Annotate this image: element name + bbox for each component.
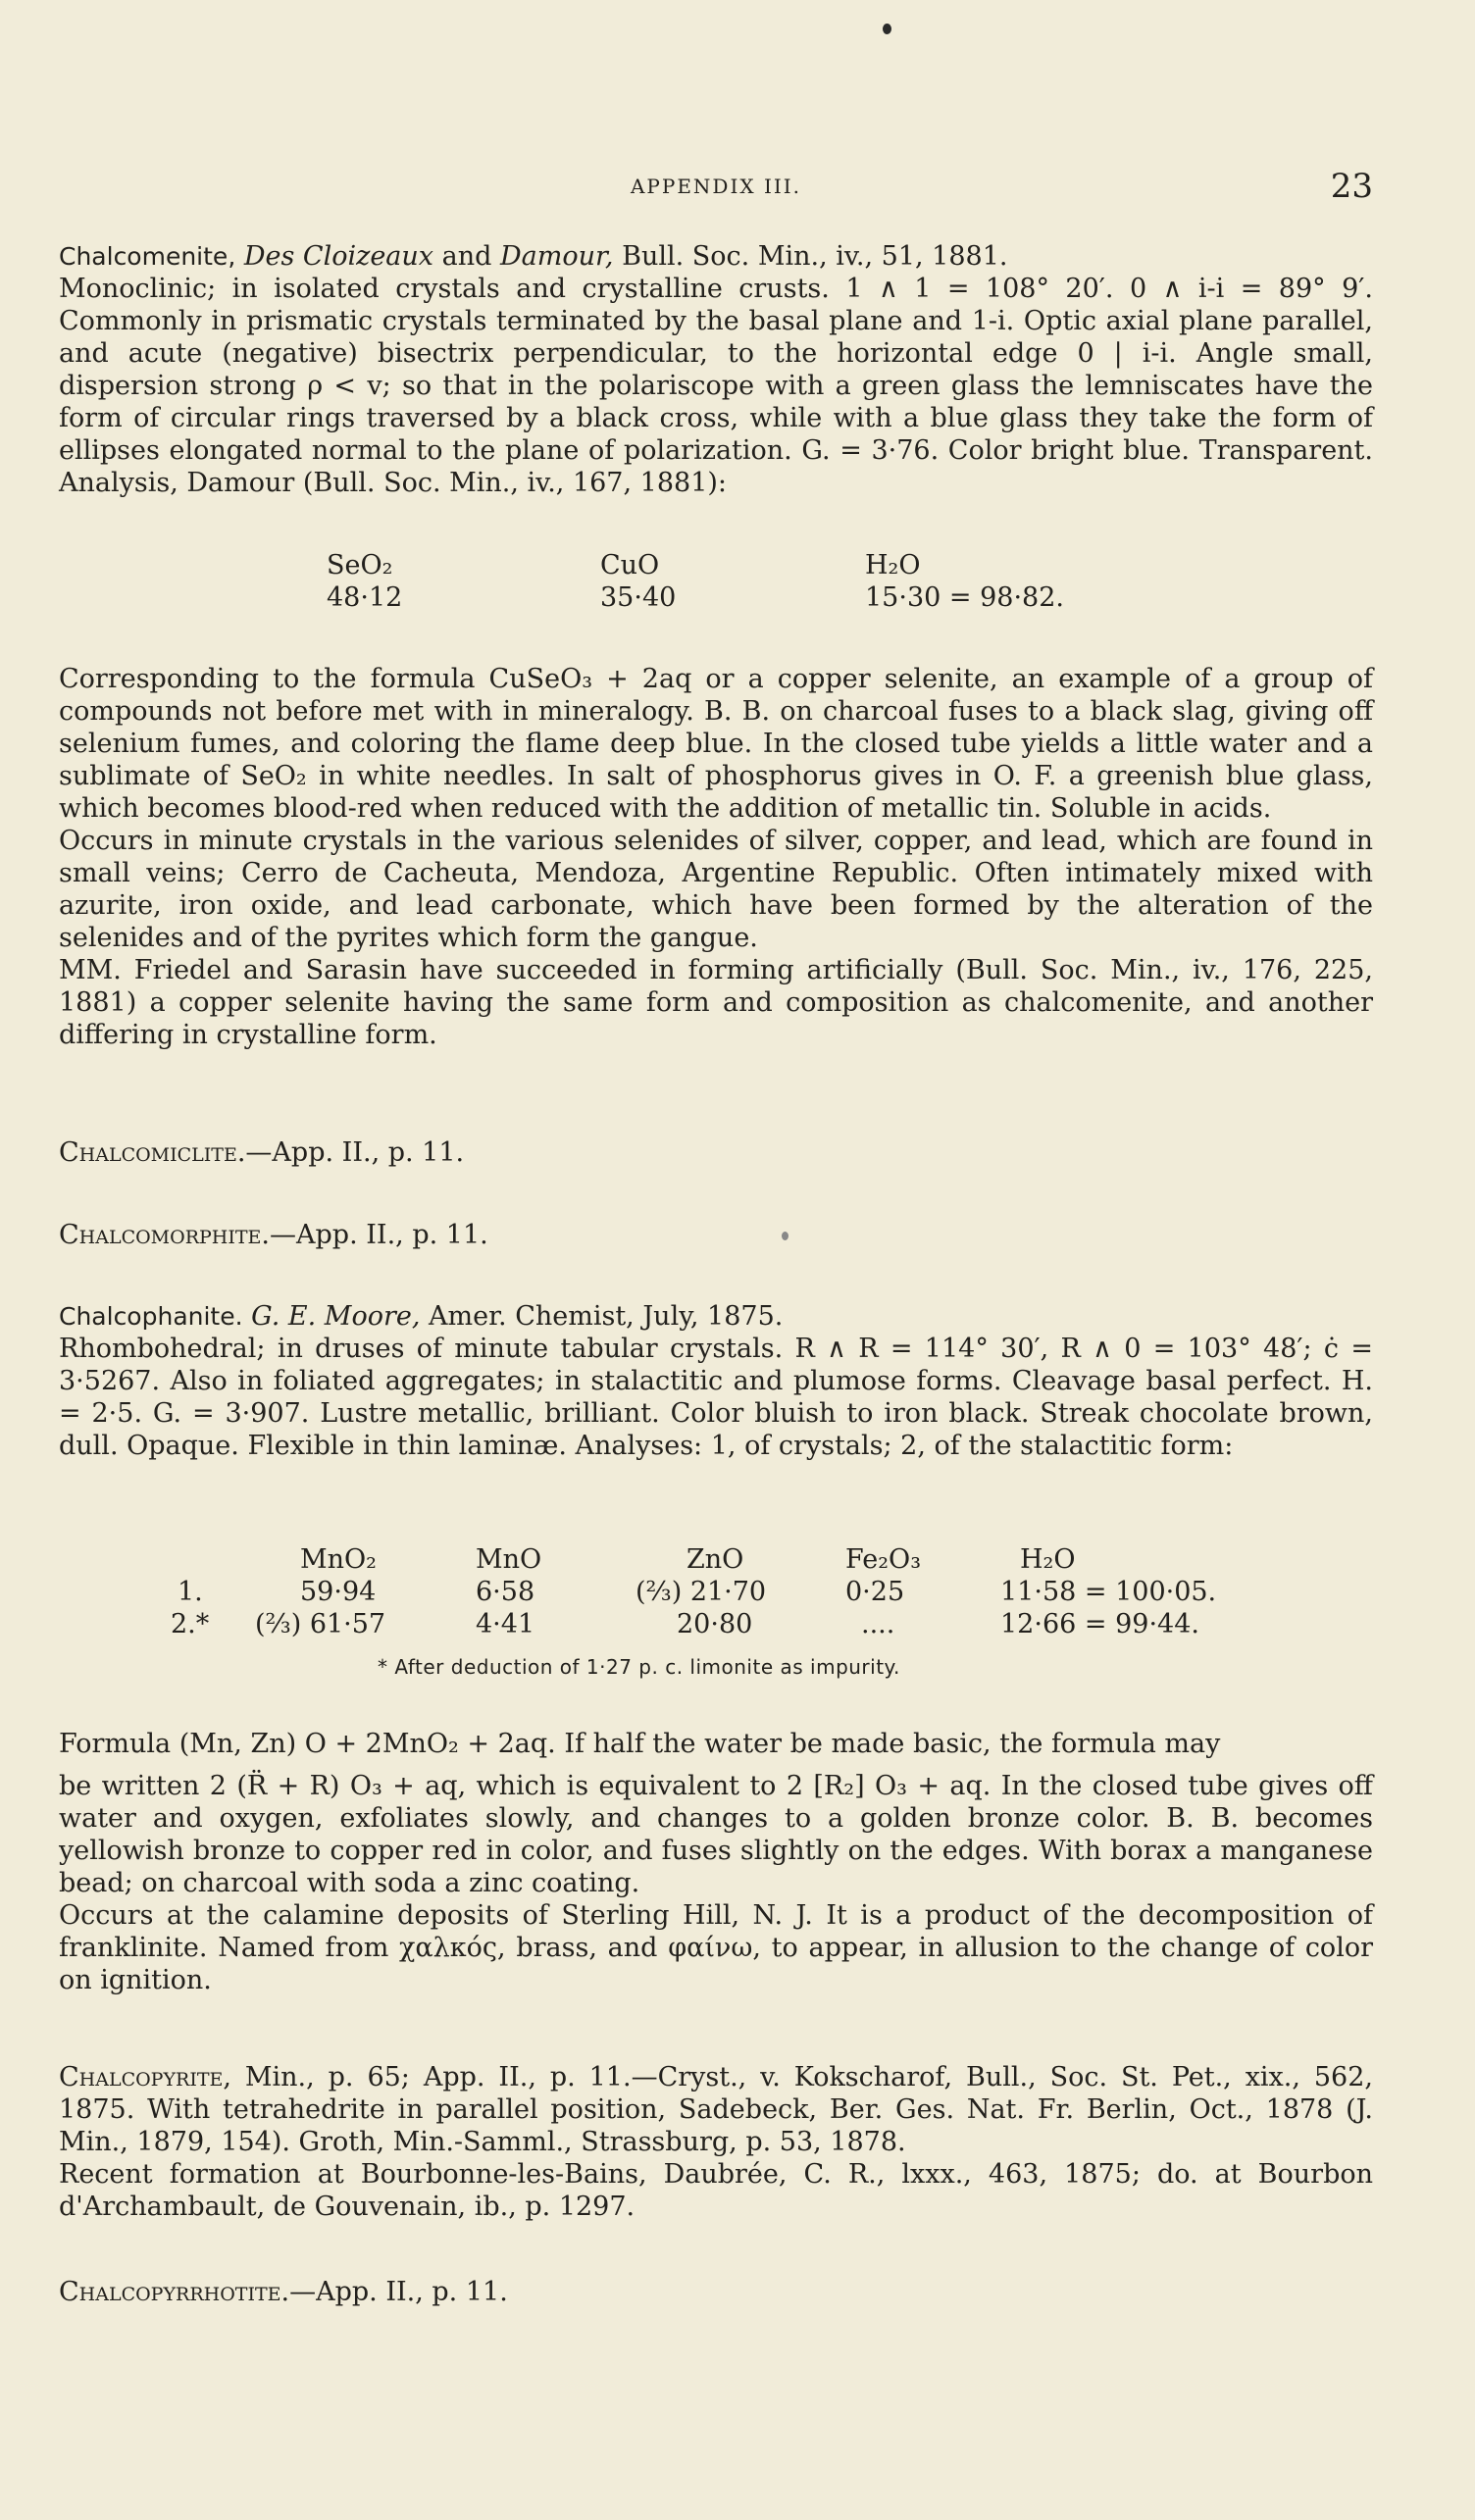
ink-dot [883,24,891,34]
table-header: ZnO [687,1544,744,1575]
mineral-name: Chalcophanite. [59,1302,243,1331]
table-cell: 6·58 [476,1577,535,1607]
footnote: * After deduction of 1·27 p. c. limonite as impurity. [378,1655,900,1679]
entry-chalcomenite [59,240,1373,499]
table-cell: 4·41 [476,1609,535,1639]
entry-chalcophanite [59,1300,1373,1462]
mineral-name: Chalcopyrite [59,2062,224,2092]
table-cell: (⅔) 61·57 [255,1609,386,1639]
table-cell: 11·58 = 100·05. [1000,1577,1217,1607]
mineral-name: Chalcomorphite [59,1220,262,1250]
table-header: H₂O [865,550,921,580]
entry-heading: Chalcomenite, Des Cloizeaux and Damour, Bull. Soc. Min., iv., 51, 1881. [59,241,1008,272]
entry-chalcomenite-cont [59,663,1373,1051]
mineral-name: Chalcomenite, [59,242,236,271]
mineral-name: Chalcopyrrhotite [59,2277,281,2307]
paragraph: Formula (Mn, Zn) O + 2MnO₂ + 2aq. If half the water be made basic, the formula may [59,1729,1221,1759]
entry-heading [59,1300,1373,1333]
table-header: MnO [476,1544,542,1575]
reference: .—App. II., p. 11. [261,1220,488,1250]
header-title: APPENDIX III. [630,175,802,198]
table-cell: .... [861,1609,895,1639]
reference: .—App. II., p. 11. [236,1137,465,1168]
table-header: Fe₂O₃ [845,1544,922,1575]
table-cell: 12·66 = 99·44. [1000,1609,1199,1639]
paragraph: Occurs in minute crystals in the various selenides of silver, copper, and lead, which are found in small veins; Cerro de Cacheuta, Mendoza, Argentine Republic. Often intimately mixed with azurite, iron oxide, and lead carbonate, which have been formed by the alteration of the selenides and of the pyrites which form the gangue. [59,826,1373,953]
entry-chalcomorphite [59,1220,488,1250]
author: G. E. Moore, [251,1301,421,1332]
paragraph: Occurs at the calamine deposits of Sterling Hill, N. J. It is a product of the decomposition of franklinite. Named from χαλκός, brass, and φαίνω, to appear, in allusion to the change of color on ignition. [59,1900,1373,1995]
table-header: MnO₂ [300,1544,377,1575]
reference: Amer. Chemist, July, 1875. [429,1301,784,1332]
paragraph: MM. Friedel and Sarasin have succeeded in forming artificially (Bull. Soc. Min., iv., 176, 225, 1881) a copper selenite having the same form and composition as chalcomenite, and another differing in crystalline form. [59,955,1373,1050]
entry-chalcophanite-cont [59,1728,1373,1996]
ink-dot [782,1232,788,1240]
paragraph: Recent formation at Bourbonne-les-Bains, Daubrée, C. R., lxxx., 463, 1875; do. at Bourbon d'Archambault, de Gouvenain, ib., p. 1297. [59,2159,1373,2222]
entry-chalcomiclite [59,1137,464,1168]
table-cell: 2.* [171,1609,210,1639]
table-cell: 15·30 = 98·82. [865,582,1064,613]
entry-chalcopyrrhotite [59,2277,508,2307]
table-cell: 20·80 [677,1609,753,1639]
page-number: 23 [1330,167,1373,206]
paragraph: Monoclinic; in isolated crystals and crystalline crusts. 1 ∧ 1 = 108° 20′. 0 ∧ i-i = 89° 9′. Commonly in prismatic crystals terminated by the basal plane and 1-i. Optic axial plane parallel, and acute (negative) bisectrix perpendicular, to the horizontal edge 0 | i-i. Angle small, dispersion strong ρ < v; so that in the polariscope with a green glass the lemniscates have the form of circular rings traversed by a black cross, while with a blue glass they take the form of ellipses elongated normal to the plane of polarization. G. = 3·76. Color bright blue. Transparent. Analysis, Damour (Bull. Soc. Min., iv., 167, 1881): [59,274,1373,498]
entry-chalcopyrite [59,2061,1373,2223]
table-header: SeO₂ [327,550,393,580]
author: Des Cloizeaux [243,241,434,272]
paragraph: Corresponding to the formula CuSeO₃ + 2aq or a copper selenite, an example of a group of compounds not before met with in mineralogy. B. B. on charcoal fuses to a black slag, giving off selenium fumes, and coloring the flame deep blue. In the closed tube yields a little water and a sublimate of SeO₂ in white needles. In salt of phosphorus gives in O. F. a greenish blue glass, which becomes blood-red when reduced with the addition of metallic tin. Soluble in acids. [59,664,1373,824]
running-header [59,167,1373,206]
reference: Bull. Soc. Min., iv., 51, 1881. [622,241,1008,272]
analysis-table [0,1543,1475,1651]
mineral-name: Chalcomiclite [59,1137,237,1168]
table-cell: 48·12 [327,582,403,613]
table-cell: 1. [178,1577,203,1607]
table-header: CuO [600,550,660,580]
analysis-table [0,549,1475,618]
author: Damour, [500,241,614,272]
table-cell: 59·94 [300,1577,377,1607]
table-cell: 0·25 [845,1577,905,1607]
table-cell: 35·40 [600,582,677,613]
table-header: H₂O [1020,1544,1076,1575]
reference: .—App. II., p. 11. [280,2277,508,2307]
table-cell: (⅔) 21·70 [636,1577,767,1607]
paragraph: be written 2 (R̈ + R) O₃ + aq, which is equivalent to 2 [R₂] O₃ + aq. In the closed tube gives off water and oxygen, exfoliates slowly, and changes to a golden bronze color. B. B. becomes yellowish bronze to copper red in color, and fuses slightly on the edges. With borax a manganese bead; on charcoal with soda a zinc coating. [59,1771,1373,1898]
paragraph: Chalcopyrite, Min., p. 65; App. II., p. 11.—Cryst., v. Kokscharof, Bull., Soc. St. Pet., xix., 562, 1875. With tetrahedrite in parallel position, Sadebeck, Ber. Ges. Nat. Fr. Berlin, Oct., 1878 (J. Min., 1879, 154). Groth, Min.-Samml., Strassburg, p. 53, 1878. [59,2062,1373,2157]
paragraph: Rhombohedral; in druses of minute tabular crystals. R ∧ R = 114° 30′, R ∧ 0 = 103° 48′; ċ = 3·5267. Also in foliated aggregates; in stalactitic and plumose forms. Cleavage basal perfect. H. = 2·5. G. = 3·907. Lustre metallic, brilliant. Color bluish to iron black. Streak chocolate brown, dull. Opaque. Flexible in thin laminæ. Analyses: 1, of crystals; 2, of the stalactitic form: [59,1334,1373,1461]
